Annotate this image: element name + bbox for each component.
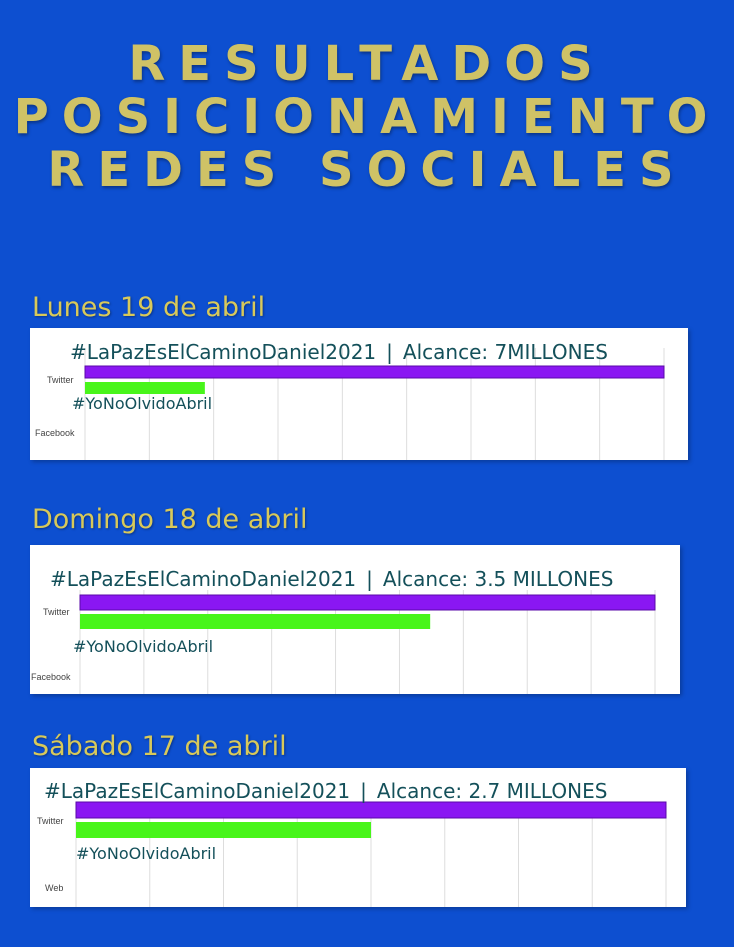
date-label-lunes: Lunes 19 de abril <box>32 292 266 323</box>
category-label-web: Web <box>45 883 64 893</box>
hashtag-primary-label: #LaPazEsElCaminoDaniel2021 <box>44 779 351 803</box>
hashtag-secondary-label: #YoNoOlvidoAbril <box>76 844 217 863</box>
chart-header <box>44 779 607 803</box>
bar-secondary-twitter <box>76 822 371 838</box>
bar-secondary-twitter <box>85 382 205 394</box>
hashtag-primary-label: #LaPazEsElCaminoDaniel2021 <box>70 340 377 364</box>
separator: | <box>386 340 393 364</box>
bar-primary-twitter <box>76 802 666 818</box>
bar-primary-twitter <box>80 595 655 610</box>
category-label-twitter: Twitter <box>43 607 70 617</box>
category-label-facebook: Facebook <box>31 672 71 682</box>
reach-label: Alcance: 7MILLONES <box>402 340 608 364</box>
chart-card-domingo <box>30 545 680 694</box>
page-title <box>0 38 734 197</box>
title-line-3: REDES SOCIALES <box>47 142 687 198</box>
hashtag-primary-label: #LaPazEsElCaminoDaniel2021 <box>50 567 357 591</box>
hashtag-secondary-label: #YoNoOlvidoAbril <box>73 637 214 656</box>
title-line-2: POSICIONAMIENTO <box>13 89 721 145</box>
separator: | <box>366 567 373 591</box>
hashtag-secondary-label: #YoNoOlvidoAbril <box>72 394 213 413</box>
category-label-facebook: Facebook <box>35 428 75 438</box>
date-label-domingo: Domingo 18 de abril <box>32 504 308 535</box>
reach-label: Alcance: 3.5 MILLONES <box>382 567 614 591</box>
category-label-twitter: Twitter <box>47 375 74 385</box>
title-line-1: RESULTADOS <box>128 36 606 92</box>
chart-card-sabado <box>30 768 686 907</box>
reach-label: Alcance: 2.7 MILLONES <box>376 779 608 803</box>
category-label-twitter: Twitter <box>37 816 64 826</box>
bar-primary-twitter <box>85 366 664 378</box>
date-label-sabado: Sábado 17 de abril <box>32 731 287 762</box>
separator: | <box>360 779 367 803</box>
bar-secondary-twitter <box>80 614 430 629</box>
chart-card-lunes <box>30 328 688 460</box>
chart-header <box>50 567 613 591</box>
chart-header <box>70 340 608 364</box>
